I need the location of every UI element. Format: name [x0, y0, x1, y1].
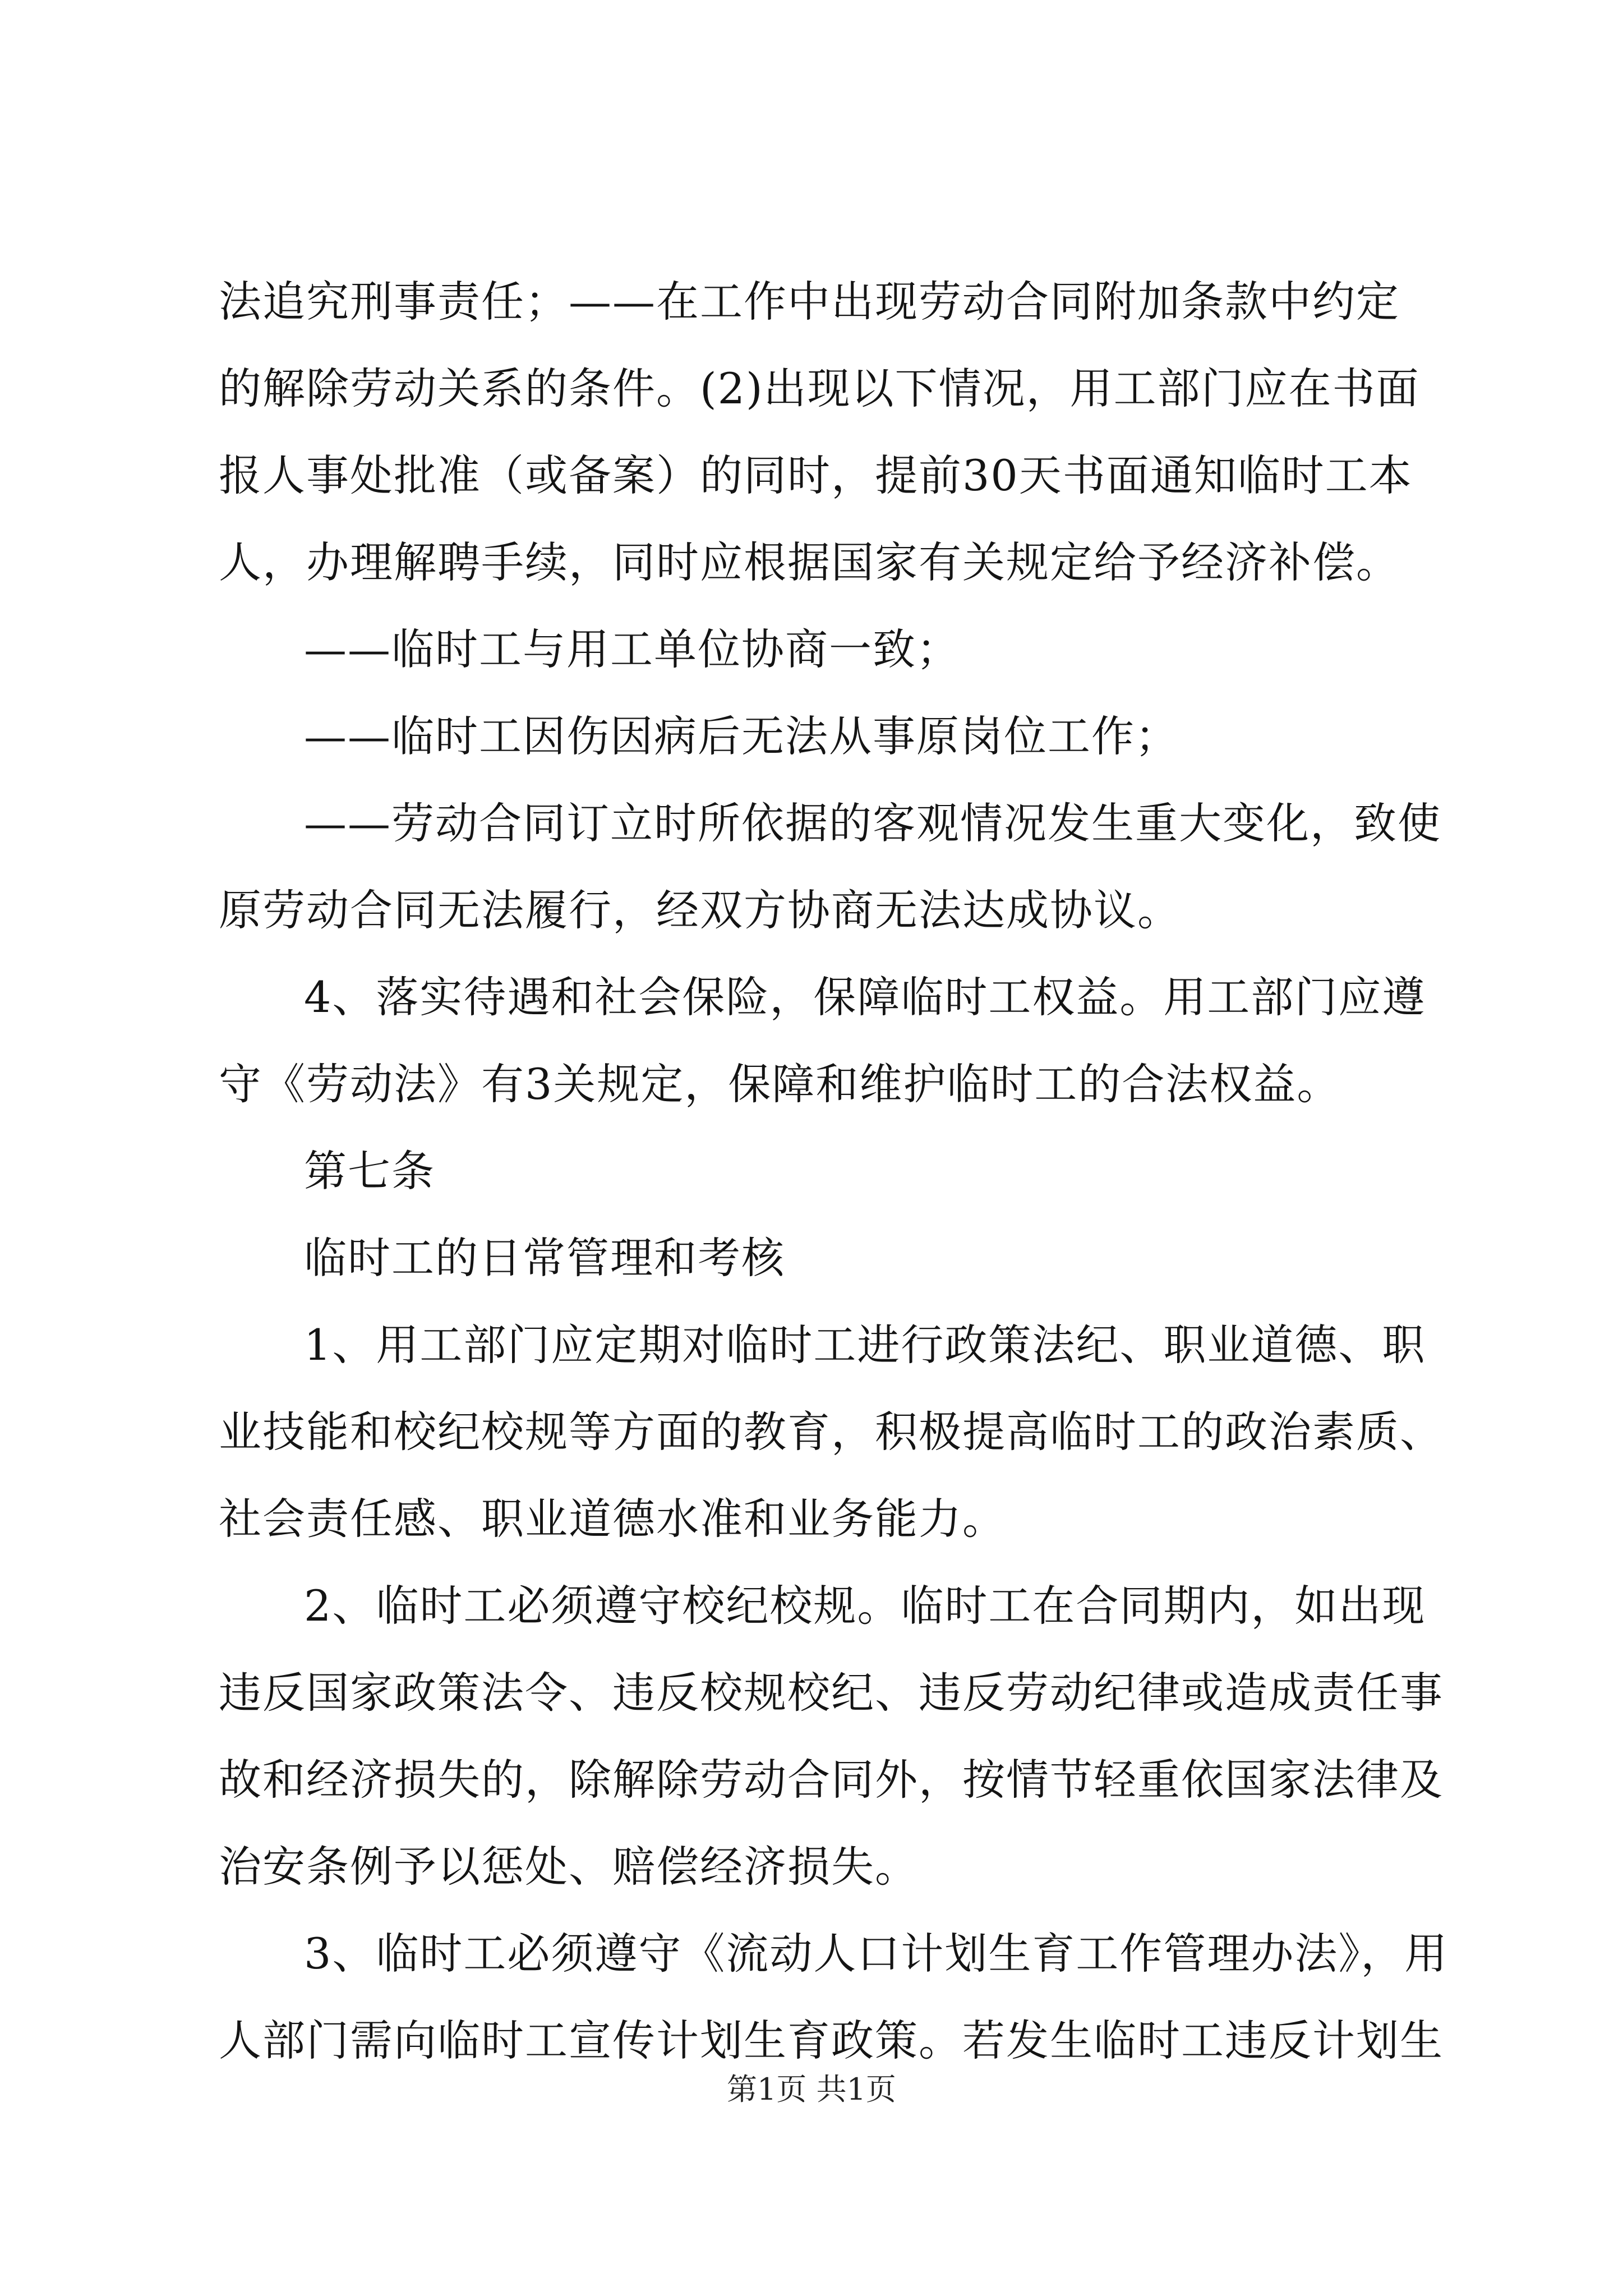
- page-number-footer: 第1页 共1页: [727, 2072, 896, 2107]
- text-line: 3、临时工必须遵守《流动人口计划生育工作管理办法》，用: [304, 1929, 1449, 1978]
- text-line: 社会责任感、职业道德水准和业务能力。: [219, 1494, 1006, 1544]
- text-line: 业技能和校纪校规等方面的教育，积极提高临时工的政治素质、: [219, 1407, 1444, 1457]
- text-line: 故和经济损失的，除解除劳动合同外，按情节轻重依国家法律及: [219, 1755, 1444, 1805]
- document-body: [219, 258, 1449, 2084]
- text-line: 1、用工部门应定期对临时工进行政策法纪、职业道德、职: [304, 1320, 1426, 1370]
- text-line: 守《劳动法》有3关规定，保障和维护临时工的合法权益。: [219, 1059, 1341, 1109]
- text-line: 4、落实待遇和社会保险，保障临时工权益。用工部门应遵: [304, 972, 1426, 1022]
- text-line: 报人事处批准（或备案）的同时，提前30天书面通知临时工本: [219, 450, 1413, 500]
- text-line: 的解除劳动关系的条件。(2)出现以下情况，用工部门应在书面: [219, 364, 1420, 413]
- article-title: 临时工的日常管理和考核: [304, 1233, 785, 1283]
- text-line: ——劳动合同订立时所依据的客观情况发生重大变化，致使: [304, 798, 1441, 848]
- article-heading: 第七条: [304, 1146, 435, 1196]
- text-line: 违反国家政策法令、违反校规校纪、违反劳动纪律或造成责任事: [219, 1668, 1444, 1718]
- text-line: ——临时工与用工单位协商一致；: [304, 624, 960, 674]
- text-line: 人部门需向临时工宣传计划生育政策。若发生临时工违反计划生: [219, 2016, 1444, 2065]
- text-line: 人，办理解聘手续，同时应根据国家有关规定给予经济补偿。: [219, 537, 1400, 587]
- text-line: 原劳动合同无法履行，经双方协商无法达成协议。: [219, 885, 1181, 935]
- text-line: ——临时工因伤因病后无法从事原岗位工作；: [304, 711, 1179, 761]
- text-line: 法追究刑事责任；——在工作中出现劳动合同附加条款中约定: [219, 277, 1400, 326]
- text-line: 2、临时工必须遵守校纪校规。临时工在合同期内，如出现: [304, 1581, 1426, 1631]
- text-line: 治安条例予以惩处、赔偿经济损失。: [219, 1842, 919, 1892]
